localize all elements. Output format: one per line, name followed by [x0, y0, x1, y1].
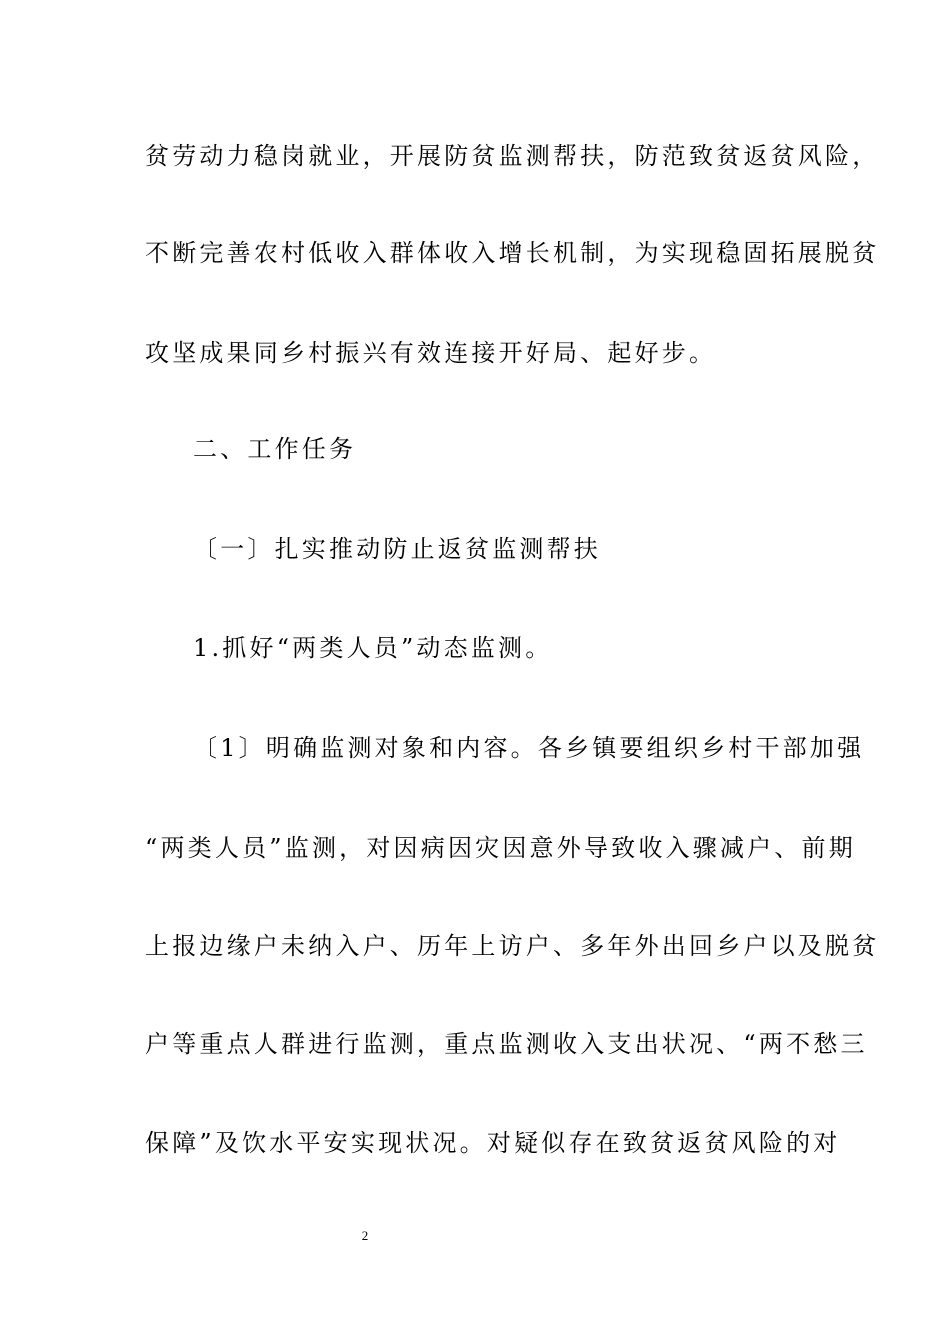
page-number: 2: [361, 1228, 369, 1243]
body-text-line: 不断完善农村低收入群体收入增长机制，为实现稳固拓展脱贫: [145, 239, 880, 267]
body-text-line: 保障”及饮水平安实现状况。对疑似存在致贫返贫风险的对: [145, 1129, 841, 1157]
item-heading: 1.抓好“两类人员”动态监测。: [193, 634, 553, 662]
body-text-line: 上报边缘户未纳入户、历年上访户、多年外出回乡户以及脱贫: [145, 932, 880, 960]
body-text-line: 攻坚成果同乡村振兴有效连接开好局、起好步。: [145, 339, 717, 367]
section-heading: 二、工作任务: [193, 435, 357, 463]
body-text-line: 贫劳动力稳岗就业，开展防贫监测帮扶，防范致贫返贫风险，: [145, 142, 880, 170]
subsection-heading: 〔一〕扎实推动防止返贫监测帮扶: [193, 535, 601, 563]
body-text-line: 户等重点人群进行监测，重点监测收入支出状况、“两不愁三: [145, 1030, 868, 1058]
body-text-line: “两类人员”监测，对因病因灾因意外导致收入骤减户、前期: [145, 834, 856, 862]
body-text-line: 〔1〕明确监测对象和内容。各乡镇要组织乡村干部加强: [193, 734, 865, 762]
